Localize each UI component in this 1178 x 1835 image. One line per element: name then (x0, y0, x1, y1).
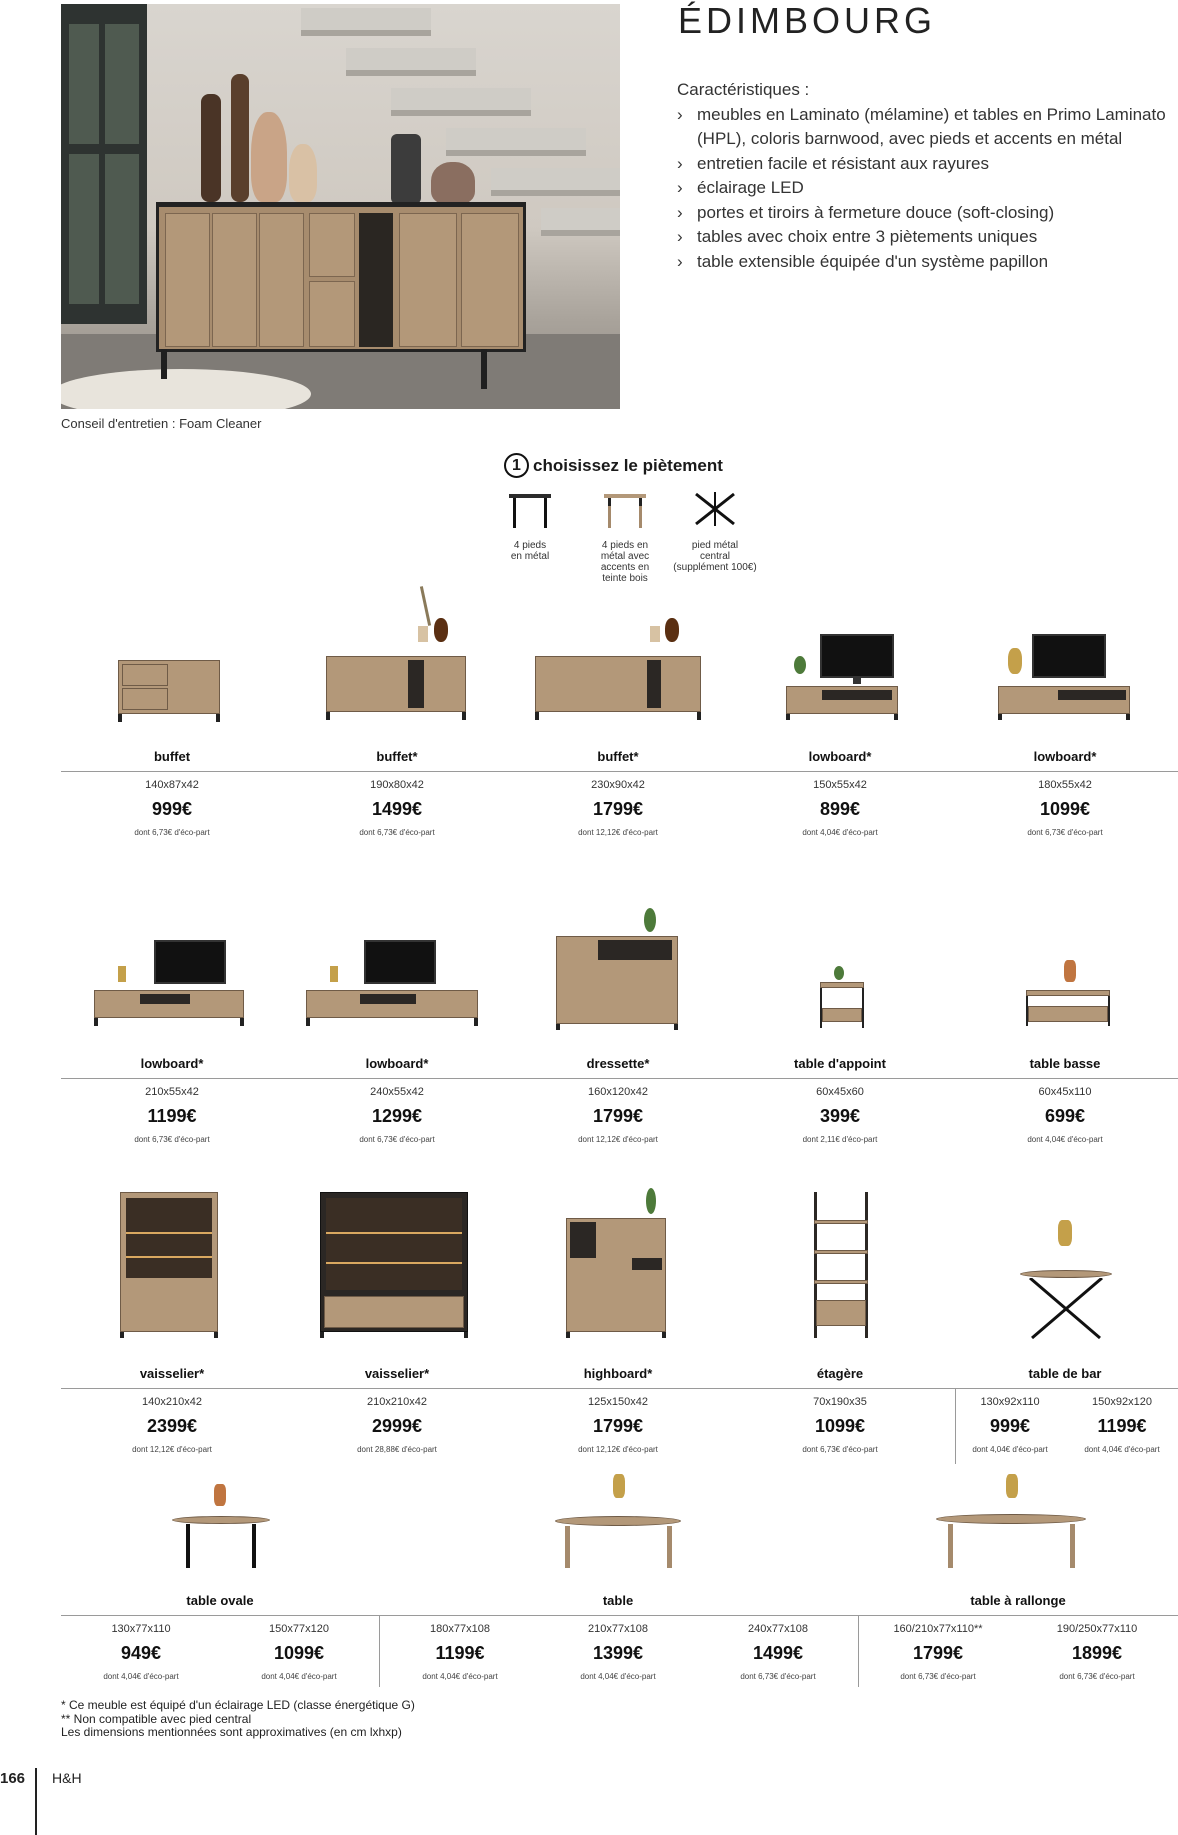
side-table-image (818, 966, 868, 1030)
product-price: 999€ (989, 1416, 1031, 1436)
product-name: vaisselier* (139, 1366, 205, 1381)
page-number: 166 (0, 1770, 26, 1787)
leg-option-label: 4 pieds en métal avec accents en teinte bois (600, 540, 650, 584)
coffee-table-image (1024, 950, 1112, 1030)
product-dims: 150x92x120 (1092, 1396, 1152, 1408)
dressette-image (556, 908, 678, 1030)
care-note: Conseil d'entretien : Foam Cleaner (61, 416, 262, 431)
eco-part: dont 4,04€ d'éco-part (103, 1672, 179, 1681)
product-dims: 70x190x35 (813, 1396, 867, 1408)
product-name: lowboard* (365, 1056, 429, 1071)
product-name: table (602, 1593, 634, 1608)
eco-part: dont 4,04€ d'éco-part (261, 1672, 337, 1681)
product-dims: 160/210x77x110** (893, 1623, 983, 1635)
lowboard-240-image (290, 940, 480, 1030)
product-dims: 60x45x110 (1038, 1086, 1092, 1098)
product-price: 1299€ (371, 1106, 423, 1126)
oval-table-image (172, 1484, 270, 1570)
product-dims: 210x77x108 (588, 1623, 648, 1635)
footnote: * Ce meuble est équipé d'un éclairage LED (classe énergétique G) (61, 1698, 415, 1712)
eco-part: dont 6,73€ d'éco-part (1027, 828, 1103, 837)
eco-part: dont 6,73€ d'éco-part (134, 828, 210, 837)
product-price: 1199€ (435, 1643, 485, 1663)
features-block (677, 78, 1177, 274)
vaisselier-210-image (320, 1192, 468, 1338)
product-dims: 230x90x42 (591, 779, 645, 791)
product-name: vaisselier* (364, 1366, 430, 1381)
product-dims: 150x55x42 (813, 779, 867, 791)
extendable-table-image (936, 1474, 1086, 1570)
feature-item: › éclairage LED (677, 176, 1177, 201)
leg-option-central (660, 490, 770, 573)
eco-part: dont 6,73€ d'éco-part (359, 828, 435, 837)
product-price: 1099€ (1039, 799, 1091, 819)
highboard-image (566, 1188, 666, 1338)
product-name: table à rallonge (970, 1593, 1066, 1608)
product-name: table ovale (186, 1593, 254, 1608)
product-name: highboard* (583, 1366, 653, 1381)
features-list (677, 103, 1177, 275)
product-name: table basse (1029, 1056, 1101, 1071)
hero-photo (61, 4, 620, 409)
product-name: lowboard* (808, 749, 872, 764)
feature-item: › meubles en Laminato (mélamine) et tables en Primo Laminato (HPL), coloris barnwood, avec pieds et accents en métal (677, 103, 1177, 152)
leg-option-label: 4 pieds en métal (510, 540, 550, 562)
product-price: 1799€ (912, 1643, 964, 1663)
product-dims: 180x77x108 (430, 1623, 490, 1635)
bar-table-image (1020, 1220, 1112, 1340)
eco-part: dont 6,73€ d'éco-part (900, 1672, 976, 1681)
brand-name: H&H (52, 1770, 82, 1786)
product-price: 1399€ (592, 1643, 644, 1663)
eco-part: dont 12,12€ d'éco-part (578, 828, 658, 837)
lowboard-180-image (998, 634, 1130, 722)
eco-part: dont 4,04€ d'éco-part (422, 1672, 498, 1681)
eco-part: dont 4,04€ d'éco-part (580, 1672, 656, 1681)
sideboard-photo (156, 202, 526, 352)
eco-part: dont 4,04€ d'éco-part (972, 1445, 1048, 1454)
buffet-230-image (535, 586, 701, 722)
table-image (555, 1474, 681, 1570)
central-leg-icon (690, 490, 740, 532)
leg-option-wood-accent (590, 490, 660, 584)
eco-part: dont 6,73€ d'éco-part (134, 1135, 210, 1144)
metal-legs-icon (505, 490, 555, 532)
feature-item: › tables avec choix entre 3 piètements uniques (677, 225, 1177, 250)
product-price: 1499€ (371, 799, 423, 819)
product-price: 999€ (151, 799, 193, 819)
buffet-140-image (118, 660, 220, 720)
product-dims: 140x210x42 (142, 1396, 202, 1408)
eco-part: dont 28,88€ d'éco-part (357, 1445, 437, 1454)
product-price: 1199€ (1097, 1416, 1147, 1436)
product-name: buffet (153, 749, 191, 764)
product-name: lowboard* (140, 1056, 204, 1071)
lowboard-150-image (786, 634, 898, 722)
product-dims: 130x92x110 (980, 1396, 1040, 1408)
eco-part: dont 12,12€ d'éco-part (578, 1445, 658, 1454)
footnotes (61, 1699, 415, 1740)
product-price: 1899€ (1071, 1643, 1123, 1663)
product-price: 1499€ (752, 1643, 804, 1663)
eco-part: dont 6,73€ d'éco-part (802, 1445, 878, 1454)
product-dims: 240x55x42 (370, 1086, 424, 1098)
eco-part: dont 12,12€ d'éco-part (132, 1445, 212, 1454)
product-price: 2399€ (146, 1416, 198, 1436)
feature-item: › entretien facile et résistant aux rayures (677, 152, 1177, 177)
eco-part: dont 4,04€ d'éco-part (1027, 1135, 1103, 1144)
product-name: dressette* (586, 1056, 650, 1071)
eco-part: dont 2,11€ d'éco-part (802, 1135, 878, 1144)
product-price: 1799€ (592, 1416, 644, 1436)
leg-option-metal (500, 490, 560, 562)
product-name: étagère (816, 1366, 864, 1381)
product-name: buffet* (376, 749, 418, 764)
product-price: 699€ (1044, 1106, 1086, 1126)
product-dims: 190x80x42 (370, 779, 424, 791)
step-heading: choisissez le piètement (533, 455, 723, 475)
product-dims: 130x77x110 (111, 1623, 171, 1635)
window-wall (61, 4, 147, 324)
product-dims: 60x45x60 (816, 1086, 864, 1098)
feature-item: › portes et tiroirs à fermeture douce (soft-closing) (677, 201, 1177, 226)
product-name: buffet* (597, 749, 639, 764)
buffet-190-image (326, 586, 466, 722)
leg-chooser-heading (504, 453, 723, 478)
product-price: 949€ (120, 1643, 162, 1663)
footnote: Les dimensions mentionnées sont approximatives (en cm lxhxp) (61, 1725, 402, 1739)
product-dims: 180x55x42 (1038, 779, 1092, 791)
product-price: 1099€ (273, 1643, 325, 1663)
product-name: lowboard* (1033, 749, 1097, 764)
product-price: 399€ (819, 1106, 861, 1126)
features-heading: Caractéristiques : (677, 80, 810, 99)
product-dims: 150x77x120 (269, 1623, 329, 1635)
product-price: 1099€ (814, 1416, 866, 1436)
feature-item: › table extensible équipée d'un système papillon (677, 250, 1177, 275)
wood-accent-legs-icon (600, 490, 650, 532)
product-name: table de bar (1028, 1366, 1102, 1381)
product-dims: 210x210x42 (367, 1396, 427, 1408)
step-number: 1 (504, 453, 529, 478)
eco-part: dont 6,73€ d'éco-part (359, 1135, 435, 1144)
page-title: ÉDIMBOURG (678, 0, 937, 41)
product-dims: 160x120x42 (588, 1086, 648, 1098)
lowboard-210-image (80, 940, 246, 1030)
footnote: ** Non compatible avec pied central (61, 1711, 252, 1726)
product-price: 1199€ (147, 1106, 197, 1126)
eco-part: dont 12,12€ d'éco-part (578, 1135, 658, 1144)
product-dims: 240x77x108 (748, 1623, 808, 1635)
vaisselier-140-image (120, 1192, 218, 1338)
product-dims: 125x150x42 (588, 1396, 648, 1408)
product-name: table d'appoint (794, 1056, 886, 1071)
eco-part: dont 4,04€ d'éco-part (1084, 1445, 1160, 1454)
product-dims: 210x55x42 (145, 1086, 199, 1098)
eco-part: dont 4,04€ d'éco-part (802, 828, 878, 837)
product-dims: 190/250x77x110 (1056, 1623, 1138, 1635)
page-divider (35, 1768, 37, 1835)
leg-option-label: pied métal central (supplément 100€) (673, 540, 757, 573)
product-price: 1799€ (592, 799, 644, 819)
product-price: 899€ (819, 799, 861, 819)
product-dims: 140x87x42 (145, 779, 199, 791)
product-price: 1799€ (592, 1106, 644, 1126)
etagere-image (814, 1192, 868, 1338)
product-price: 2999€ (371, 1416, 423, 1436)
eco-part: dont 6,73€ d'éco-part (740, 1672, 816, 1681)
eco-part: dont 6,73€ d'éco-part (1059, 1672, 1135, 1681)
